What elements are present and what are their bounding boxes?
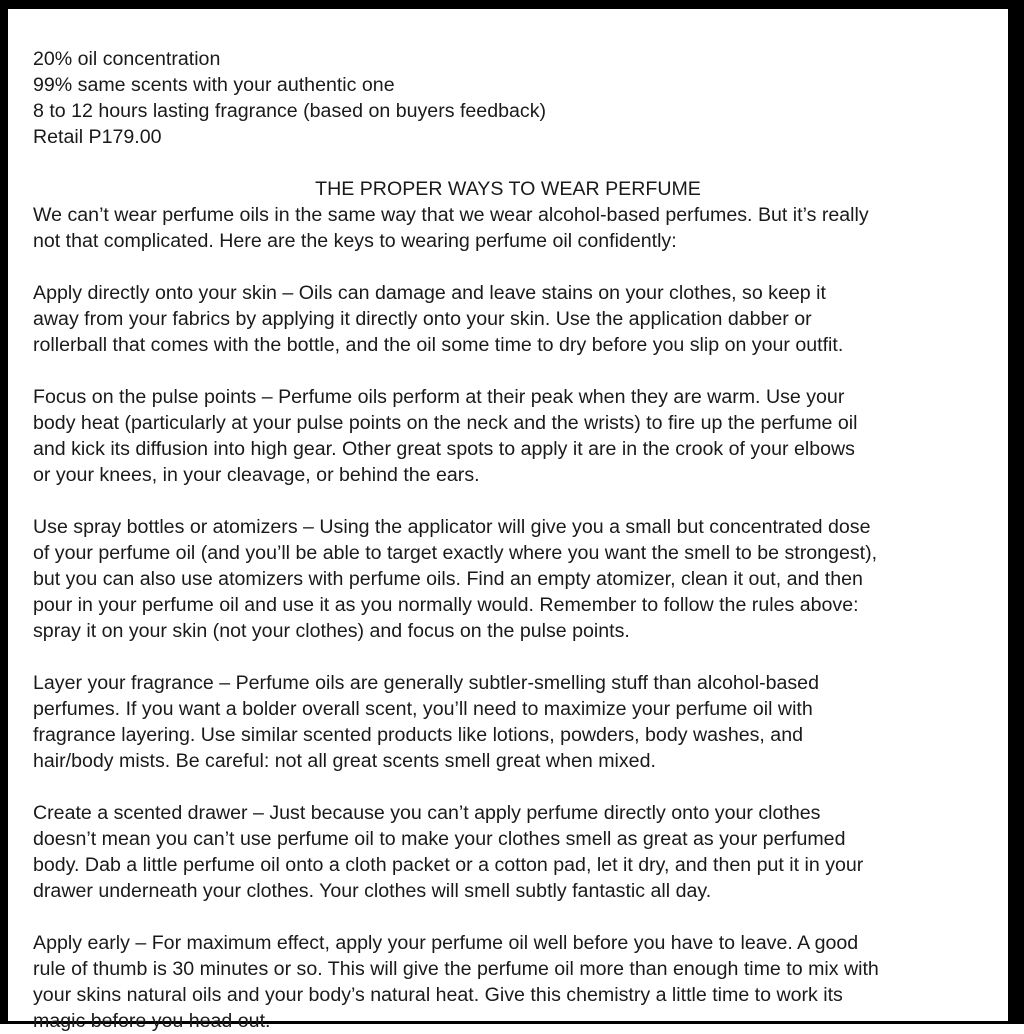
tip-line: spray it on your skin (not your clothes) and focus on the pulse points. xyxy=(33,620,630,642)
intro-line: not that complicated. Here are the keys to wearing perfume oil confidently: xyxy=(33,230,677,252)
intro-line: We can’t wear perfume oils in the same way that we wear alcohol-based perfumes. But it’s really xyxy=(33,204,869,226)
tip-line: doesn’t mean you can’t use perfume oil to make your clothes smell as great as your perfumed xyxy=(33,828,846,850)
product-specs xyxy=(33,46,993,150)
tip-line: pour in your perfume oil and use it as you normally would. Remember to follow the rules above: xyxy=(33,594,859,616)
tip-line: Layer your fragrance – Perfume oils are generally subtler-smelling stuff than alcohol-based xyxy=(33,672,819,694)
tip-line: hair/body mists. Be careful: not all great scents smell great when mixed. xyxy=(33,750,656,772)
spec-scent-match: 99% same scents with your authentic one xyxy=(33,74,395,96)
tip-line: fragrance layering. Use similar scented products like lotions, powders, body washes, and xyxy=(33,724,803,746)
spec-oil-concentration: 20% oil concentration xyxy=(33,48,221,70)
tip-line: of your perfume oil (and you’ll be able to target exactly where you want the smell to be strongest), xyxy=(33,542,878,564)
tip-line: perfumes. If you want a bolder overall scent, you’ll need to maximize your perfume oil with xyxy=(33,698,813,720)
tip-line: Apply early – For maximum effect, apply your perfume oil well before you have to leave. A good xyxy=(33,932,859,954)
tip-line: drawer underneath your clothes. Your clothes will smell subtly fantastic all day. xyxy=(33,880,712,902)
tip-line: your skins natural oils and your body’s natural heat. Give this chemistry a little time to work its xyxy=(33,984,843,1006)
tip-line: Apply directly onto your skin – Oils can damage and leave stains on your clothes, so keep it xyxy=(33,282,826,304)
tip-line: Create a scented drawer – Just because you can’t apply perfume directly onto your clothes xyxy=(33,802,821,824)
tip-apply-early xyxy=(33,930,993,1034)
section-heading: THE PROPER WAYS TO WEAR PERFUME xyxy=(315,178,701,200)
tip-line: Use spray bottles or atomizers – Using the applicator will give you a small but concentrated dose xyxy=(33,516,871,538)
tip-apply-directly xyxy=(33,280,993,358)
tip-line: and kick its diffusion into high gear. Other great spots to apply it are in the crook of your elbows xyxy=(33,438,855,460)
tip-line: or your knees, in your cleavage, or behind the ears. xyxy=(33,464,480,486)
spec-retail-price: Retail P179.00 xyxy=(33,126,162,148)
tip-layer-fragrance xyxy=(33,670,993,774)
tip-line: rule of thumb is 30 minutes or so. This will give the perfume oil more than enough time to mix with xyxy=(33,958,879,980)
tip-line: but you can also use atomizers with perfume oils. Find an empty atomizer, clean it out, and then xyxy=(33,568,863,590)
tip-line: magic before you head out. xyxy=(33,1010,271,1032)
document-body xyxy=(33,46,993,1034)
spec-lasting-time: 8 to 12 hours lasting fragrance (based on buyers feedback) xyxy=(33,100,547,122)
tip-line: body. Dab a little perfume oil onto a cloth packet or a cotton pad, let it dry, and then put it in your xyxy=(33,854,864,876)
tip-spray-bottles xyxy=(33,514,993,644)
tip-pulse-points xyxy=(33,384,993,488)
tip-line: away from your fabrics by applying it directly onto your skin. Use the application dabber or xyxy=(33,308,812,330)
tip-line: Focus on the pulse points – Perfume oils perform at their peak when they are warm. Use your xyxy=(33,386,845,408)
tip-line: rollerball that comes with the bottle, and the oil some time to dry before you slip on your outfit. xyxy=(33,334,844,356)
intro-paragraph xyxy=(33,202,993,254)
tip-scented-drawer xyxy=(33,800,993,904)
tip-line: body heat (particularly at your pulse points on the neck and the wrists) to fire up the perfume oil xyxy=(33,412,858,434)
